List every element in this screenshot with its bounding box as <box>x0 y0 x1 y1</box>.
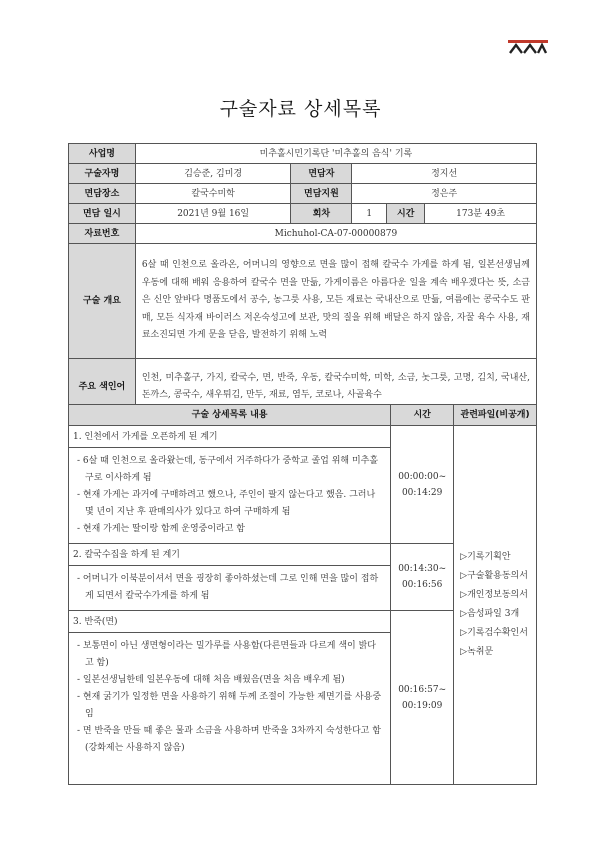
header-files: 관련파일(비공개) <box>454 405 537 426</box>
time-end: 00:19:09 <box>401 700 443 711</box>
list-item: - 현재 가게는 과거에 구매하려고 했으나, 주인이 팔지 않는다고 했음. 그러나 몇 년이 지난 후 판매의사가 있다고 하여 구매하게 됨 <box>77 490 376 517</box>
page-title: 구술자료 상세목록 <box>219 98 382 120</box>
header-content: 구술 상세목록 내용 <box>69 405 391 426</box>
id-label: 자료번호 <box>69 224 136 244</box>
assistant-label: 면담지원 <box>291 184 352 204</box>
section-items <box>69 448 391 544</box>
list-item: - 면 반죽을 만들 때 좋은 물과 소금을 사용하며 반죽을 3차까지 숙성한다고 함(강화제는 사용하지 않음) <box>77 726 381 753</box>
section-items <box>69 633 391 785</box>
project-value: 미추홀시민기록단 '미추홀의 음식' 기록 <box>135 144 536 164</box>
section-items <box>69 566 391 611</box>
id-value: Michuhol-CA-07-00000879 <box>135 224 536 244</box>
interviewer-label: 면담자 <box>291 164 352 184</box>
project-label: 사업명 <box>69 144 136 164</box>
section-time <box>391 426 454 544</box>
keywords-text: 인천, 미추홀구, 가지, 칼국수, 면, 반죽, 우동, 칼국수미학, 미학, 소금, 놋그릇, 고명, 김치, 국내산, 돈까스, 콩국수, 새우튀김, 만두, 재료, 염두, 코로나, 사골육수 <box>135 359 536 416</box>
date-value: 2021년 9월 16일 <box>135 204 291 224</box>
list-item: - 현재 가게는 딸이랑 함께 운영중이라고 함 <box>77 524 246 534</box>
header-time: 시간 <box>391 405 454 426</box>
archive-logo <box>508 40 548 54</box>
narrator-value: 김승준, 김미경 <box>135 164 291 184</box>
list-item: - 어머니가 이북분이셔서 면을 굉장히 좋아하셨는데 그로 인해 면을 많이 접하게 되면서 칼국수가게를 하게 됨 <box>77 574 379 601</box>
list-item: - 보통면이 아닌 생면형이라는 밀가루를 사용함(다른면들과 다르게 색이 밝다고 함) <box>77 641 376 668</box>
list-item: - 일본선생님한테 일본우동에 대해 처음 배웠음(면을 처음 배우게 됨) <box>77 675 345 685</box>
time-end: 00:16:56 <box>401 580 443 590</box>
file-item: ▷구술활용동의서 <box>460 571 528 581</box>
detail-table <box>68 404 537 785</box>
session-value: 1 <box>352 204 387 224</box>
related-files <box>454 426 537 785</box>
section-time <box>391 544 454 611</box>
file-item: ▷개인정보동의서 <box>460 590 528 600</box>
time-start: 00:16:57~ <box>398 684 447 695</box>
section-title: 2. 칼국수집을 하게 된 계기 <box>69 544 391 566</box>
list-item: - 현재 굵기가 일정한 면을 사용하기 위해 두께 조절이 가능한 제면기를 사용중임 <box>77 692 382 719</box>
duration-value: 173분 49초 <box>425 204 537 224</box>
summary-text: 6살 때 인천으로 올라온, 어머니의 영향으로 면을 많이 접해 칼국수 가게를 하게 됨, 일본선생님께 우동에 대해 배워 응용하여 칼국수 면을 만듦, 가게이름은 아름다운 일을 계속 배우겠다는 뜻, 소금은 신안 앞바다 명품도에서 공수, 농그릇 사용, 모든 재료는 국내산으로 만듦, 여름에는 콩국수도 판매, 모든 식자재 바이러스 저온숙성고에 보관, 맛의 질을 위해 배달은 하지 않음, 자꿀 육수 사용, 재료소진되면 가게 문을 닫음, 발전하기 위해 노력 <box>135 244 536 359</box>
place-label: 면담장소 <box>69 184 136 204</box>
assistant-value: 정은주 <box>352 184 537 204</box>
file-item: ▷기록기획안 <box>460 552 511 562</box>
file-item: ▷기록검수확인서 <box>460 628 528 638</box>
keywords-label: 주요 색인어 <box>69 359 136 416</box>
section-title: 3. 반죽(면) <box>69 611 391 633</box>
summary-label: 구술 개요 <box>69 244 136 359</box>
interviewer-value: 정지선 <box>352 164 537 184</box>
time-end: 00:14:29 <box>401 487 443 498</box>
duration-label: 시간 <box>387 204 425 224</box>
session-label: 회차 <box>291 204 352 224</box>
time-start: 00:14:30~ <box>398 564 447 574</box>
file-item: ▷음성파일 3개 <box>460 609 520 619</box>
section-title: 1. 인천에서 가게를 오픈하게 된 계기 <box>69 426 391 448</box>
list-item: - 6살 때 인천으로 올라왔는데, 동구에서 거주하다가 중학교 졸업 위해 미추홀구로 이사하게 됨 <box>77 456 379 483</box>
file-item: ▷녹취문 <box>460 647 494 657</box>
info-table <box>68 143 537 416</box>
section-time <box>391 611 454 785</box>
time-start: 00:00:00~ <box>398 471 447 482</box>
date-label: 면담 일시 <box>69 204 136 224</box>
place-value: 칼국수미학 <box>135 184 291 204</box>
narrator-label: 구술자명 <box>69 164 136 184</box>
